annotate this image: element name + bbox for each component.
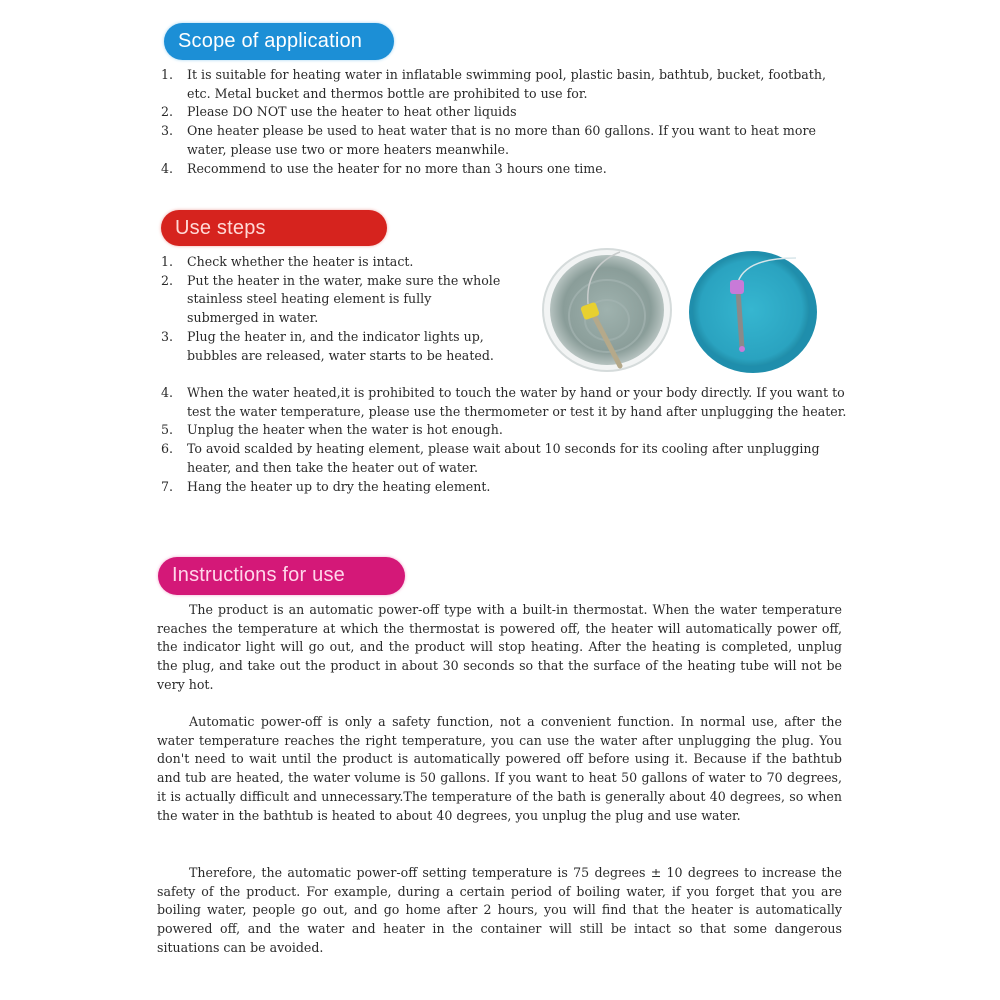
list-item [161,122,851,159]
list-item [161,384,851,421]
list-number: 4. [161,160,174,176]
instructions-paragraph: Therefore, the automatic power-off setting temperature is 75 degrees ± 10 degrees to increase the safety of the product. For example, during a certain period of boiling water, if you forget that you are boiling water, people go out, and go home after 2 hours, you will find that the heater is automatically powered off, and the water and heater in the container will still be intact so that some dangerous situations can be avoided. [157,865,842,955]
heater-in-grey-bucket-photo [540,246,674,374]
list-text: Unplug the heater when the water is hot enough. [187,422,503,438]
list-item [161,160,851,179]
list-text: It is suitable for heating water in inflatable swimming pool, plastic basin, bathtub, bucket, footbath, etc. Metal bucket and thermos bottle are prohibited to use for. [187,67,826,101]
list-text: Plug the heater in, and the indicator lights up, bubbles are released, water starts to be heated. [187,328,494,363]
scope-list [161,66,851,178]
list-item [161,328,506,365]
list-text: To avoid scalded by heating element, please wait about 10 seconds for its cooling after unplugging heater, and then take the heater out of water. [187,441,820,475]
section-header-use-steps: Use steps [161,210,387,246]
list-item [161,66,851,103]
list-number: 1. [161,67,174,82]
list-number: 1. [161,254,174,269]
list-text: Hang the heater up to dry the heating element. [187,478,491,494]
instructions-paragraph: Automatic power-off is only a safety function, not a convenient function. In normal use, after the water temperature reaches the right temperature, you can use the water after unplugging the plug. You don't need to wait until the product is automatically powered off before using it. Because if the bathtub and tub are heated, the water volume is 50 gallons. If you want to heat 50 gallons of water to 70 degrees, it is actually difficult and unnecessary.The temperature of the bath is generally about 40 degrees, so when the water in the bathtub is heated to about 40 degrees, you unplug the plug and use water. [157,714,842,823]
list-number: 2. [161,272,174,288]
list-text: Please DO NOT use the heater to heat other liquids [187,104,517,120]
list-item [161,478,851,497]
steps-list-top [161,253,506,365]
list-number: 4. [161,385,174,400]
heater-in-blue-bowl-photo [686,248,820,376]
list-item [161,103,851,122]
steps-list-bottom [161,384,851,496]
list-item [161,253,506,272]
list-text: Check whether the heater is intact. [187,254,414,269]
section-header-instructions: Instructions for use [158,557,405,595]
section-header-scope: Scope of application [164,23,394,60]
list-number: 3. [161,123,174,139]
list-text: Put the heater in the water, make sure the whole stainless steel heating element is fully submerged in water. [187,272,501,326]
list-text: Recommend to use the heater for no more than 3 hours one time. [187,160,607,176]
list-item [161,421,851,440]
list-number: 5. [161,422,174,438]
list-item [161,440,851,477]
list-number: 3. [161,328,174,344]
purple-cap [730,280,744,294]
bowl-interior [693,254,809,366]
list-item [161,272,506,328]
instructions-paragraph: The product is an automatic power-off type with a built-in thermostat. When the water temperature reaches the temperature at which the thermostat is powered off, the heater will automatically power off, the indicator light will go out, and the product will stop heating. After the heating is completed, unplug the plug, and take out the product in about 30 seconds so that the surface of the heating tube will not be very hot. [157,602,842,692]
list-text: When the water heated,it is prohibited to touch the water by hand or your body directly. If you want to test the water temperature, please use the thermometer or test it by hand after unplugging the heater. [187,385,847,419]
bucket-interior [550,255,664,365]
list-text: One heater please be used to heat water that is no more than 60 gallons. If you want to heat more water, please use two or more heaters meanwhile. [187,123,816,157]
list-number: 7. [161,478,174,494]
list-number: 6. [161,441,174,457]
list-number: 2. [161,104,174,120]
